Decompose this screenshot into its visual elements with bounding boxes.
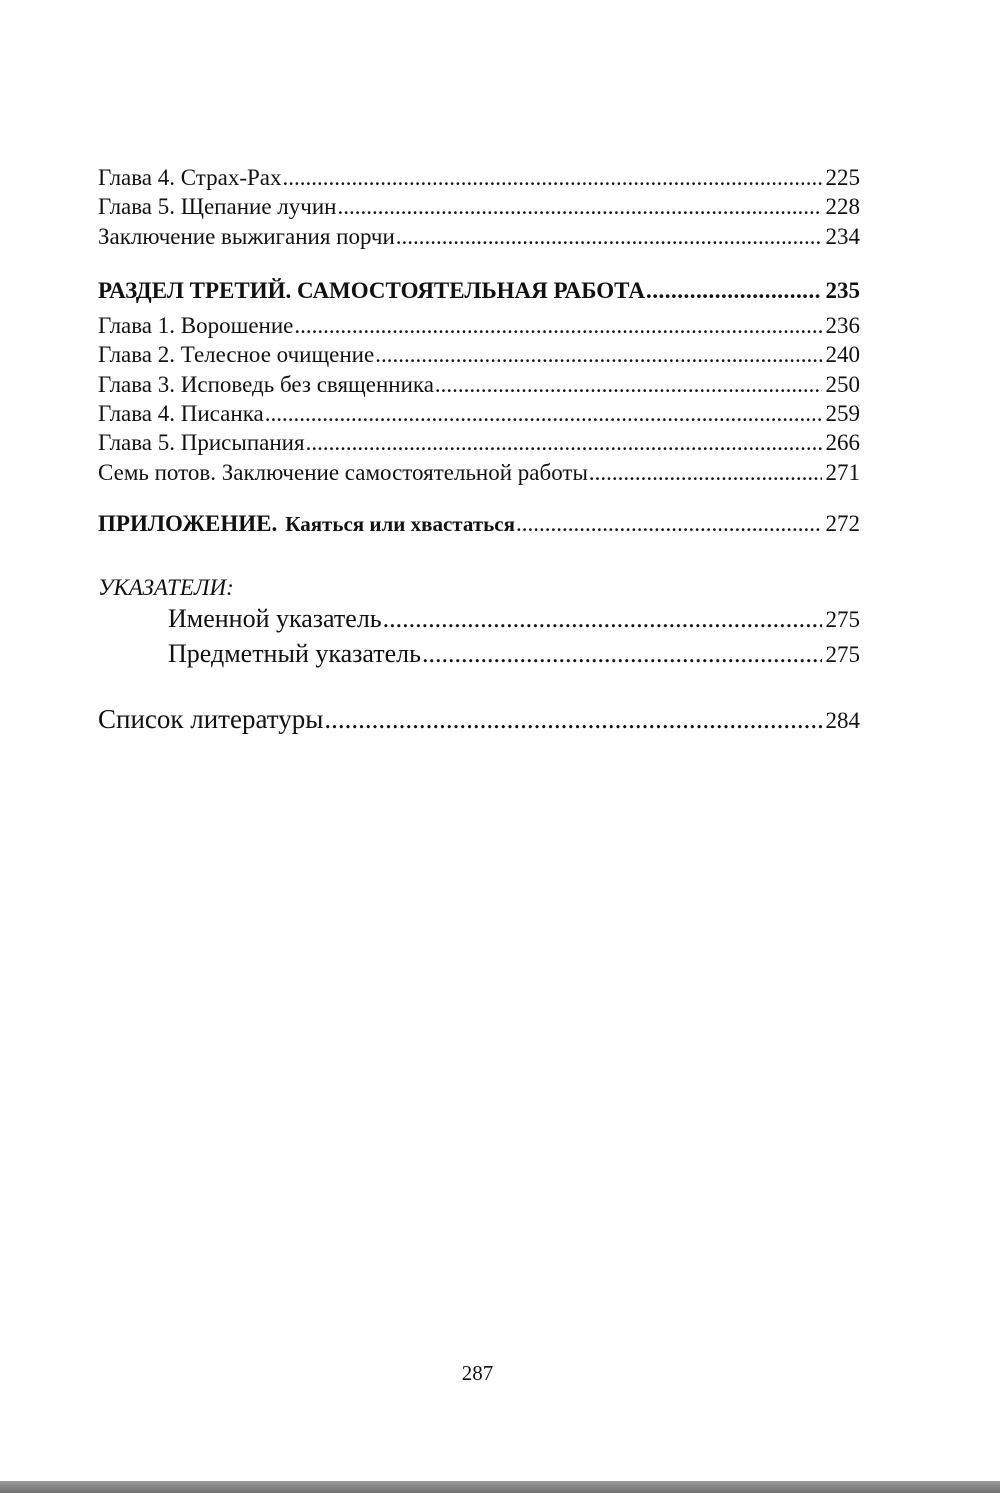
dot-leader	[337, 192, 821, 221]
dot-leader	[646, 276, 822, 305]
toc-section-page: 235	[825, 277, 860, 303]
toc-appendix-entry	[98, 509, 860, 539]
toc-entry-page: 250	[825, 371, 860, 397]
toc-entry-page: 234	[825, 223, 860, 249]
toc-entry	[98, 370, 860, 399]
toc-index-entry	[98, 602, 860, 637]
dot-leader	[516, 509, 822, 538]
appendix-title: Каяться или хвастаться	[285, 511, 515, 536]
toc-entry-label: Глава 2. Телесное очищение	[98, 342, 375, 368]
toc-entry-label: Заключение выжигания порчи	[98, 223, 395, 249]
toc-section-label: РАЗДЕЛ ТРЕТИЙ. САМОСТОЯТЕЛЬНАЯ РАБОТА	[98, 277, 645, 303]
toc-entry-label: Глава 3. Исповедь без священника	[98, 371, 434, 397]
toc-entry-page: 271	[825, 459, 860, 485]
toc-entry-page: 228	[825, 194, 860, 220]
index-entry-page: 275	[825, 642, 860, 668]
toc-entry-label: Глава 5. Щепание лучин	[98, 194, 337, 220]
index-entry-label: Предметный указатель	[168, 639, 422, 669]
toc-entry-page: 240	[825, 342, 860, 368]
toc-entry	[98, 192, 860, 221]
dot-leader	[422, 637, 821, 671]
toc-entry-page: 266	[825, 430, 860, 456]
toc-entry	[98, 340, 860, 369]
toc-entry	[98, 222, 860, 251]
appendix-label: ПРИЛОЖЕНИЕ.	[98, 510, 278, 536]
toc-entry	[98, 311, 860, 340]
dot-leader	[294, 311, 821, 340]
toc-entry-page: 225	[825, 165, 860, 190]
dot-leader	[589, 458, 822, 487]
toc-entry-label: Глава 1. Ворошение	[98, 313, 294, 339]
toc-entry-label: Глава 4. Писанка	[98, 401, 264, 427]
toc-entry-page: 259	[825, 401, 860, 427]
toc-entry-page: 236	[825, 313, 860, 339]
toc-index-entry	[98, 637, 860, 672]
indexes-heading: УКАЗАТЕЛИ:	[98, 575, 234, 601]
index-entry-page: 275	[825, 607, 860, 633]
toc-entry	[98, 163, 860, 192]
page-number: 287	[461, 1361, 494, 1385]
toc-entry-label: Глава 5. Присыпания	[98, 430, 305, 456]
table-of-contents	[98, 163, 860, 738]
literature-label: Список литературы	[98, 704, 324, 735]
dot-leader	[396, 222, 822, 251]
dot-leader	[306, 428, 822, 457]
toc-section-heading	[98, 276, 860, 305]
dot-leader	[324, 702, 821, 736]
toc-entry-label: Глава 4. Страх-Рах	[98, 165, 282, 190]
toc-entry-label: Семь потов. Заключение самостоятельной работы	[98, 459, 588, 485]
dot-leader	[265, 399, 822, 428]
dot-leader	[375, 340, 821, 369]
dot-leader	[283, 163, 822, 192]
toc-entry	[98, 428, 860, 457]
literature-page: 284	[825, 708, 860, 734]
dot-leader	[383, 602, 822, 636]
dot-leader	[435, 370, 822, 399]
index-entry-label: Именной указатель	[168, 604, 382, 634]
appendix-page: 272	[825, 510, 860, 536]
toc-entry	[98, 458, 860, 487]
toc-entry	[98, 399, 860, 428]
page-bottom-edge	[0, 1481, 1000, 1493]
toc-literature-entry	[98, 702, 860, 738]
